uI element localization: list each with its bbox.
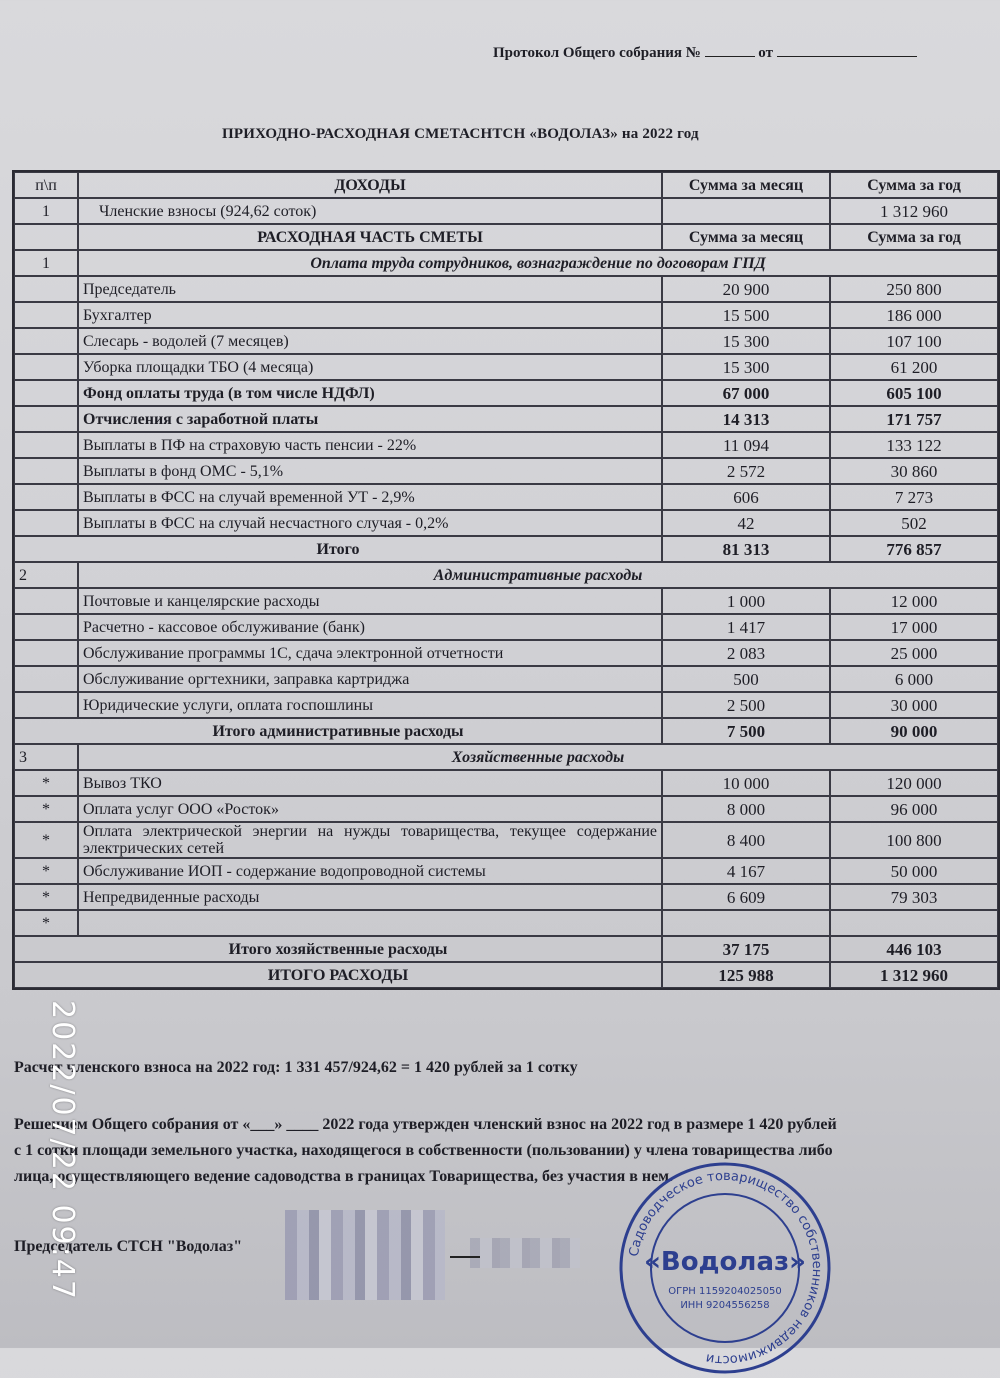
section-1-total-month: 81 313	[662, 536, 830, 562]
grand-total-label: ИТОГО РАСХОДЫ	[14, 962, 662, 988]
document-title: ПРИХОДНО-РАСХОДНАЯ СМЕТАСНТСН «ВОДОЛАЗ» на 2022 год	[222, 126, 699, 142]
row-num-cell	[14, 380, 78, 406]
row-month: 10 000	[662, 770, 830, 796]
row-num-cell	[14, 692, 78, 718]
table-row	[14, 432, 998, 458]
row-year: 250 800	[830, 276, 998, 302]
grand-total-row	[14, 962, 998, 988]
income-month	[662, 198, 830, 224]
row-num-cell	[14, 302, 78, 328]
row-mark: *	[14, 858, 78, 884]
section-1-total-year: 776 857	[830, 536, 998, 562]
row-month: 11 094	[662, 432, 830, 458]
stamp-ogrn: ОГРН 1159204025050	[668, 1286, 782, 1297]
row-label: Непредвиденные расходы	[78, 884, 662, 910]
row-month: 606	[662, 484, 830, 510]
meeting-decision: Решением Общего собрания от «___» ____ 2022 года утвержден членский взнос на 2022 год в размере 1 420 рублей с 1 сотки площади земельного участка, находящегося в собственности (пользовании) у члена товарищества либо лица, осуществляющего ведение садоводства в границах Товарищества, без участия в нем.	[14, 1116, 837, 1185]
row-year: 25 000	[830, 640, 998, 666]
table-row	[14, 588, 998, 614]
row-num-cell	[14, 328, 78, 354]
col-income-header: ДОХОДЫ	[78, 172, 662, 198]
row-year: 7 273	[830, 484, 998, 510]
table-row	[14, 510, 998, 536]
section-3-total-year: 446 103	[830, 936, 998, 962]
protocol-from-label: от	[758, 45, 773, 61]
row-num-cell	[14, 276, 78, 302]
row-month: 67 000	[662, 380, 830, 406]
section-1-title-row	[14, 250, 998, 276]
expense-header-num	[14, 224, 78, 250]
section-2-num: 2	[14, 562, 78, 588]
row-label: Слесарь - водолей (7 месяцев)	[78, 328, 662, 354]
row-num-cell	[14, 614, 78, 640]
section-3-num: 3	[14, 744, 78, 770]
row-month: 14 313	[662, 406, 830, 432]
table-row	[14, 692, 998, 718]
section-1-num: 1	[14, 250, 78, 276]
table-row	[14, 458, 998, 484]
table-row	[14, 666, 998, 692]
stamp-ring-text: Садоводческое товарищество собственников недвижимости	[626, 1168, 825, 1368]
row-num-cell	[14, 588, 78, 614]
table-row	[14, 822, 998, 858]
col-year-header: Сумма за год	[830, 172, 998, 198]
col-month-header: Сумма за месяц	[662, 172, 830, 198]
row-year: 61 200	[830, 354, 998, 380]
section-3-total-row	[14, 936, 998, 962]
row-label	[78, 910, 662, 936]
table-row	[14, 328, 998, 354]
section-1-title: Оплата труда сотрудников, вознаграждение по договорам ГПД	[78, 250, 998, 276]
row-label: Расчетно - кассовое обслуживание (банк)	[78, 614, 662, 640]
row-label: Обслуживание оргтехники, заправка картриджа	[78, 666, 662, 692]
row-num-cell	[14, 354, 78, 380]
row-year: 50 000	[830, 858, 998, 884]
expense-header-row	[14, 224, 998, 250]
signature-blank	[450, 1256, 480, 1258]
row-num-cell	[14, 406, 78, 432]
row-month: 1 417	[662, 614, 830, 640]
col-num-header: п\п	[14, 172, 78, 198]
row-label: Вывоз ТКО	[78, 770, 662, 796]
photo-timestamp-text: 2022/07/22 09:47	[45, 1000, 80, 1301]
row-year: 30 000	[830, 692, 998, 718]
budget-table-body	[14, 172, 998, 988]
row-month: 15 300	[662, 328, 830, 354]
protocol-line	[493, 44, 917, 62]
row-month: 20 900	[662, 276, 830, 302]
row-mark: *	[14, 910, 78, 936]
section-3-total-label: Итого хозяйственные расходы	[14, 936, 662, 962]
photo-timestamp	[20, 1000, 80, 1320]
row-month: 500	[662, 666, 830, 692]
row-year: 107 100	[830, 328, 998, 354]
row-num-cell	[14, 484, 78, 510]
row-label: Почтовые и канцелярские расходы	[78, 588, 662, 614]
income-year: 1 312 960	[830, 198, 998, 224]
row-label: Бухгалтер	[78, 302, 662, 328]
row-num-cell	[14, 432, 78, 458]
section-2-total-row	[14, 718, 998, 744]
organization-stamp	[615, 1158, 835, 1378]
table-row	[14, 406, 998, 432]
table-row	[14, 640, 998, 666]
row-year: 96 000	[830, 796, 998, 822]
row-year: 502	[830, 510, 998, 536]
section-2-total-month: 7 500	[662, 718, 830, 744]
table-header-row	[14, 172, 998, 198]
row-mark: *	[14, 822, 78, 858]
row-month: 4 167	[662, 858, 830, 884]
row-month: 15 500	[662, 302, 830, 328]
budget-table	[12, 170, 1000, 990]
row-year: 171 757	[830, 406, 998, 432]
protocol-number-blank	[705, 44, 755, 57]
section-2-title-row	[14, 562, 998, 588]
row-label: Выплаты в фонд ОМС - 5,1%	[78, 458, 662, 484]
stamp-name: «Водолаз»	[644, 1247, 806, 1277]
row-mark: *	[14, 796, 78, 822]
table-row	[14, 276, 998, 302]
expense-header-year: Сумма за год	[830, 224, 998, 250]
table-row	[14, 354, 998, 380]
row-month: 6 609	[662, 884, 830, 910]
table-row	[14, 380, 998, 406]
section-2-total-label: Итого административные расходы	[14, 718, 662, 744]
row-year: 30 860	[830, 458, 998, 484]
row-num-cell	[14, 510, 78, 536]
table-row	[14, 302, 998, 328]
row-label: Выплаты в ФСС на случай несчастного случая - 0,2%	[78, 510, 662, 536]
row-month: 2 083	[662, 640, 830, 666]
table-row	[14, 614, 998, 640]
row-month: 15 300	[662, 354, 830, 380]
row-month: 2 572	[662, 458, 830, 484]
section-3-total-month: 37 175	[662, 936, 830, 962]
stamp-inn: ИНН 9204556258	[680, 1300, 770, 1311]
table-row	[14, 484, 998, 510]
row-year: 100 800	[830, 822, 998, 858]
row-mark: *	[14, 884, 78, 910]
row-year: 79 303	[830, 884, 998, 910]
fee-calculation: Расчет членского взноса на 2022 год: 1 331 457/924,62 = 1 420 рублей за 1 сотку	[14, 1059, 578, 1076]
table-row	[14, 910, 998, 936]
row-label: Обслуживание ИОП - содержание водопроводной системы	[78, 858, 662, 884]
row-year: 120 000	[830, 770, 998, 796]
row-month	[662, 910, 830, 936]
row-year: 12 000	[830, 588, 998, 614]
section-2-title: Административные расходы	[78, 562, 998, 588]
row-year: 6 000	[830, 666, 998, 692]
table-row	[14, 770, 998, 796]
table-row	[14, 858, 998, 884]
row-month: 8 400	[662, 822, 830, 858]
row-year: 186 000	[830, 302, 998, 328]
row-month: 42	[662, 510, 830, 536]
row-label: Оплата услуг ООО «Росток»	[78, 796, 662, 822]
table-row	[14, 796, 998, 822]
protocol-date-blank	[777, 44, 917, 57]
row-year: 17 000	[830, 614, 998, 640]
row-label: Выплаты в ПФ на страховую часть пенсии - 22%	[78, 432, 662, 458]
redacted-name	[470, 1238, 580, 1268]
row-year: 133 122	[830, 432, 998, 458]
row-label: Юридические услуги, оплата госпошлины	[78, 692, 662, 718]
row-month: 1 000	[662, 588, 830, 614]
row-num-cell	[14, 640, 78, 666]
row-month: 2 500	[662, 692, 830, 718]
row-label: Уборка площадки ТБО (4 месяца)	[78, 354, 662, 380]
row-mark: *	[14, 770, 78, 796]
section-2-total-year: 90 000	[830, 718, 998, 744]
row-year: 605 100	[830, 380, 998, 406]
protocol-label: Протокол Общего собрания №	[493, 45, 701, 61]
row-label: Председатель	[78, 276, 662, 302]
income-label: Членские взносы (924,62 соток)	[78, 198, 662, 224]
row-year	[830, 910, 998, 936]
grand-total-month: 125 988	[662, 962, 830, 988]
section-3-title-row	[14, 744, 998, 770]
section-1-total-row	[14, 536, 998, 562]
row-label: Фонд оплаты труда (в том числе НДФЛ)	[78, 380, 662, 406]
row-month: 8 000	[662, 796, 830, 822]
income-num: 1	[14, 198, 78, 224]
grand-total-year: 1 312 960	[830, 962, 998, 988]
row-label: Отчисления с заработной платы	[78, 406, 662, 432]
section-1-total-label: Итого	[14, 536, 662, 562]
row-label: Выплаты в ФСС на случай временной УТ - 2,9%	[78, 484, 662, 510]
redacted-signature	[285, 1210, 445, 1300]
row-label: Оплата электрической энергии на нужды товарищества, текущее содержание электрических сетей	[78, 822, 662, 858]
expense-header-month: Сумма за месяц	[662, 224, 830, 250]
income-row	[14, 198, 998, 224]
row-num-cell	[14, 666, 78, 692]
chairman-label: Председатель СТСН "Водолаз"	[14, 1238, 243, 1255]
row-num-cell	[14, 458, 78, 484]
row-label: Обслуживание программы 1С, сдача электронной отчетности	[78, 640, 662, 666]
expense-header-label: РАСХОДНАЯ ЧАСТЬ СМЕТЫ	[78, 224, 662, 250]
section-3-title: Хозяйственные расходы	[78, 744, 998, 770]
table-row	[14, 884, 998, 910]
